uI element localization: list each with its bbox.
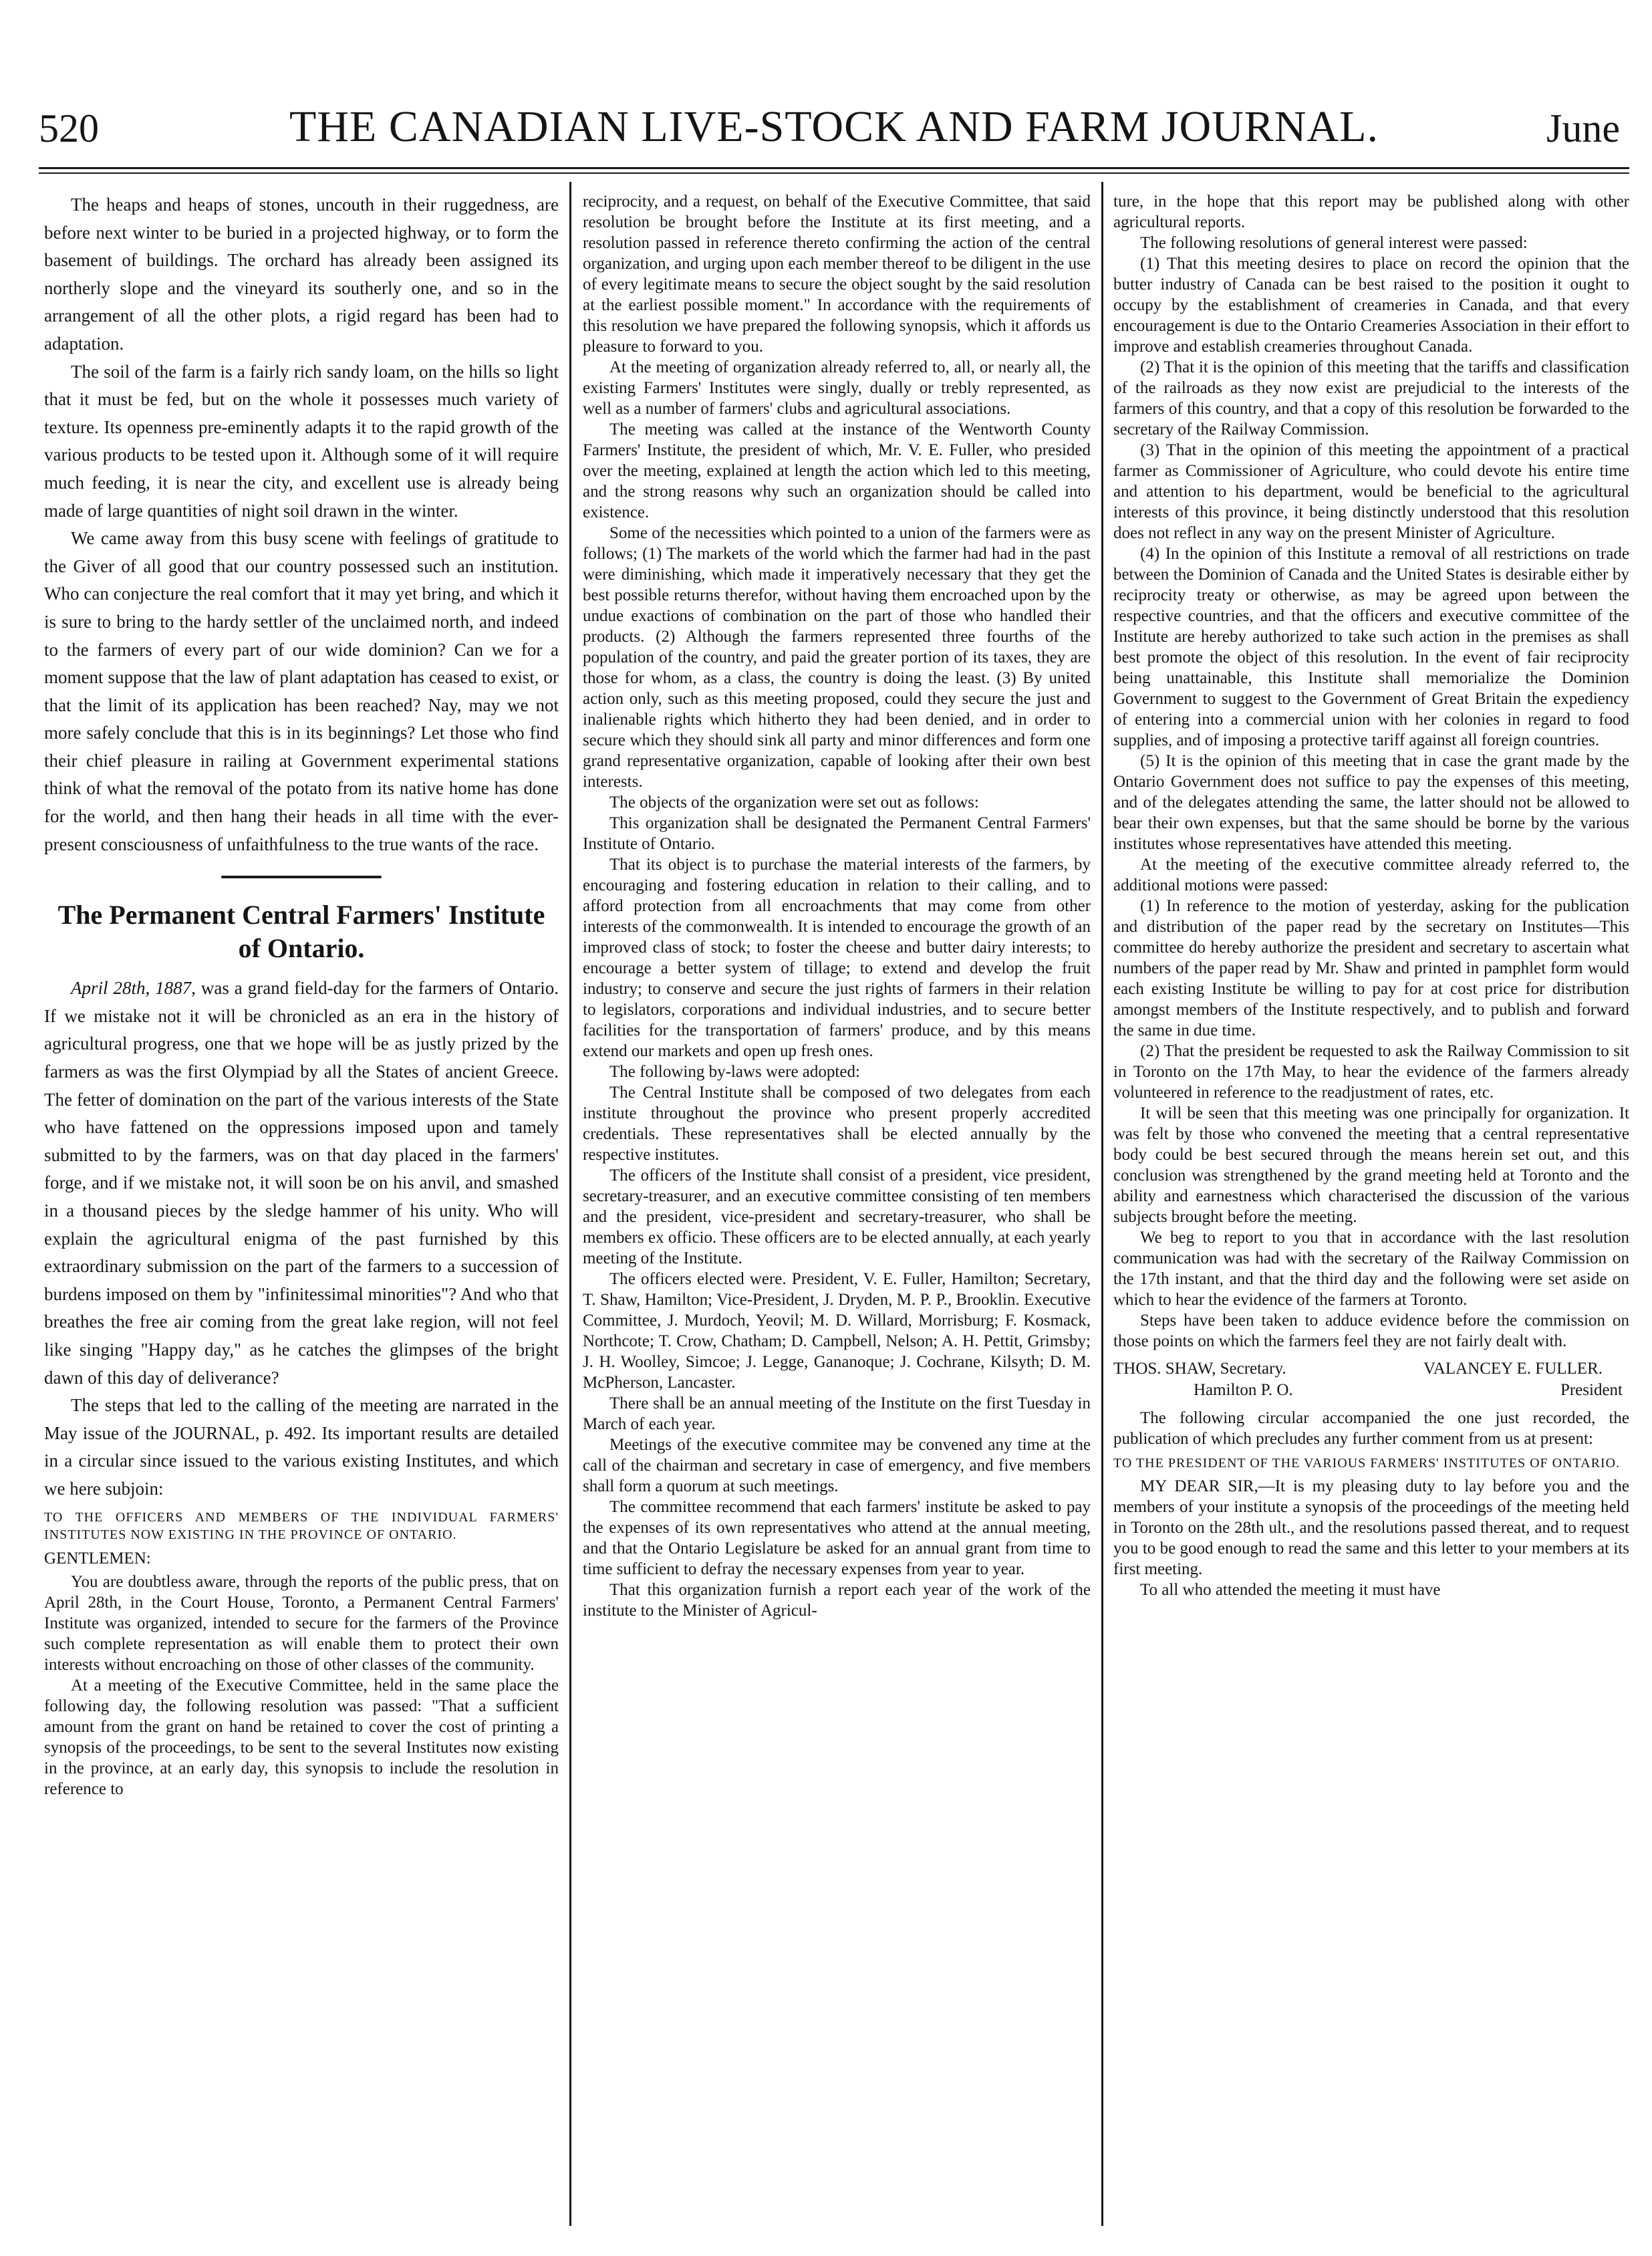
paragraph: The officers of the Institute shall consist of a president, vice president, secretary-treasurer, and an executive committee consisting of ten members and the president, vice-president and secretary-treasurer, who shall be members ex officio. These officers are to be elected annually, at each yearly meeting of the Institute. — [583, 1166, 1091, 1267]
circular-address: TO THE PRESIDENT OF THE VARIOUS FARMERS' INSTITUTES OF ONTARIO. — [1113, 1456, 1621, 1471]
paragraph: That this organization furnish a report each year of the work of the institute to the Minister of Agricul- — [583, 1581, 1091, 1620]
page-number: 520 — [39, 106, 99, 150]
column-divider — [1101, 182, 1103, 2226]
dateline: April 28th, 1887, — [71, 978, 196, 999]
paragraph: The following by-laws were adopted: — [609, 1063, 860, 1081]
issue-month: June — [1546, 106, 1620, 150]
paragraph: reciprocity, and a request, on behalf of the Executive Committee, that said resolution be brought before the Institute at its first meeting, and a resolution passed in reference thereto confirming the action of the central organization, and urging upon each member thereof to be diligent in the use of every legitimate means to secure the object sought by the said resolution at the earliest possible moment." In accordance with the requirements of this resolution we have prepared the following synopsis, which it affords us pleasure to forward to you. — [583, 193, 1091, 356]
paragraph: We beg to report to you that in accordance with the last resolution communication was had with the secretary of the Railway Commission on the 17th instant, and that the third day and the following were set aside on which to hear the evidence of the farmers at Toronto. — [1113, 1229, 1629, 1309]
article-heading: The Permanent Central Farmers' Institute of Ontario. — [57, 900, 545, 964]
paragraph: This organization shall be designated the Permanent Central Farmers' Institute of Ontario. — [583, 814, 1091, 853]
paragraph: The committee recommend that each farmers' institute be asked to pay the expenses of its own representatives who attend at the annual meeting, and that the Ontario Legislature be asked for an annual grant from time to time sufficient to defray the necessary expenses from year to year. — [583, 1498, 1091, 1578]
secretary-address: Hamilton P. O. — [1194, 1381, 1293, 1399]
paragraph: The objects of the organization were set out as follows: — [609, 793, 979, 811]
column-1 — [44, 191, 559, 2230]
paragraph: (1) That this meeting desires to place on record the opinion that the butter industry of Canada can be best raised to the position it ought to occupy by the establishment of creameries in Canada, and that every encouragement is due to the Ontario Creameries Association in their effort to improve and establish creameries throughout Canada. — [1113, 255, 1629, 356]
paragraph: (2) That it is the opinion of this meeting that the tariffs and classification of the railroads as they now exist are prejudicial to the interests of the farmers of this country, and that a copy of this resolution be forwarded to the secretary of the Railway Commission. — [1113, 358, 1629, 438]
paragraph: (5) It is the opinion of this meeting that in case the grant made by the Ontario Government does not suffice to pay the expenses of this meeting, and of the delegates attending the same, the latter should not be allowed to bear their own expenses, but that the same should be borne by the various institutes whose representatives have attended this meeting. — [1113, 752, 1629, 853]
paragraph: That its object is to purchase the material interests of the farmers, by encouraging and fostering education in relation to their calling, and to afford protection from all encroachments that may come from other interests of the commonwealth. It is intended to encourage the growth of an improved class of stock; to foster the cheese and butter dairy interests; to encourage a better system of tillage; to extend and develop the fruit industry; to conserve and secure the just rights of farmers in their relation to legislators, corporations and individual industries, and to secure better facilities for the transportation of farmers' produce, and by this means extend our markets and open up fresh ones. — [583, 856, 1091, 1060]
paragraph: We came away from this busy scene with feelings of gratitude to the Giver of all good that our country possessed such an institution. Who can conjecture the real comfort that it may yet bring, and which it is sure to bring to the hardy settler of the unclaimed north, and indeed to the farmers of every part of our wide dominion? Can we for a moment suppose that the law of plant adaptation has ceased to exist, or that the limit of its application has been reached? Nay, may we not more safely conclude that this is in its beginnings? Let those who find their chief pleasure in railing at Government experimental stations think of what the removal of the potato from its native home has done for the world, and then hang their heads in all time with the ever-present consciousness of unfaithfulness to the true wants of the race. — [44, 528, 559, 854]
president-title: President — [1560, 1381, 1623, 1399]
paragraph: The Central Institute shall be composed of two delegates from each institute throughout the province who present properly accredited credentials. These representatives shall be elected annually by the respective institutes. — [583, 1084, 1091, 1164]
paragraph: Some of the necessities which pointed to a union of the farmers were as follows; (1) The markets of the world which the farmer had had in the past were diminishing, which made it imperatively necessary that they get the best possible returns therefor, without having them encroached upon by the undue exactions of combination on the part of those who handled their products. (2) Although the farmers represented three fourths of the population of the country, and paid the greater portion of its taxes, they are those for whom, as a class, the country is doing the least. (3) By united action only, such as this meeting proposed, could they secure the just and inalienable rights which hitherto they had been denied, and in order to secure which they should sink all party and minor differences and form one grand representative organization, capable of looking after their own best interests. — [583, 524, 1091, 791]
paragraph: You are doubtless aware, through the reports of the public press, that on April 28th, in the Court House, Toronto, a Permanent Central Farmers' Institute was organized, intended to secure for the farmers of the Province such complete representation as will enable them to protect their own interests without encroaching on those of other classes of the community. — [44, 1572, 559, 1674]
header-rule — [39, 167, 1629, 169]
signature-line — [1113, 1358, 1629, 1380]
signature-block — [1113, 1358, 1629, 1401]
paragraph: At a meeting of the Executive Committee, held in the same place the following day, the following resolution was passed: "That a sufficient amount from the grant on hand be retained to cover the cost of printing a synopsis of the proceedings, to be sent to the several Institutes now existing in the province, at an early day, this synopsis to include the resolution in reference to — [44, 1676, 559, 1798]
president-signature: VALANCEY E. FULLER. — [1423, 1360, 1603, 1378]
header-rule-thin — [39, 172, 1629, 174]
paragraph: (1) In reference to the motion of yesterday, asking for the publication and distribution of the paper read by the secretary on Institutes—This committee do hereby authorize the president and secretary to ascertain what numbers of the paper read by Mr. Shaw and printed in pamphlet form would each existing Institute be willing to pay for at cost price for distribution amongst members of the Institute respectively, and to publish and forward the same in due time. — [1113, 897, 1629, 1039]
paragraph: (4) In the opinion of this Institute a removal of all restrictions on trade between the Dominion of Canada and the United States is desirable either by reciprocity treaty or otherwise, as may be agreed upon between the respective countries, and that the officers and executive committee of the Institute are hereby authorized to take such action in the premises as shall best promote the object of this resolution. In the event of fair reciprocity being unattainable, this Institute shall memorialize the Dominion Government to suggest to the Government of Great Britain the expediency of entering into a commercial union with her colonies in regard to food supplies, and of imposing a protective tariff against all foreign countries. — [1113, 545, 1629, 749]
salutation: GENTLEMEN: — [44, 1549, 151, 1568]
paragraph: At the meeting of organization already referred to, all, or nearly all, the existing Farmers' Institutes were singly, dually or trebly represented, as well as a number of farmers' clubs and agricultural associations. — [583, 358, 1091, 418]
paragraph: The soil of the farm is a fairly rich sandy loam, on the hills so light that it must be fed, but on the whole it possesses much variety of texture. Its openness pre-eminently adapts it to the rapid growth of the various products to be tested upon it. Although some of it will require much feeding, it is near the city, and excellent use is already being made of large quantities of night soil drawn in the winter. — [44, 361, 559, 521]
journal-title: THE CANADIAN LIVE-STOCK AND FARM JOURNAL. — [289, 102, 1379, 151]
paragraph: (2) That the president be requested to ask the Railway Commission to sit in Toronto on the 17th May, to hear the evidence of the farmers already volunteered in reference to the readjustment of rates, etc. — [1113, 1042, 1629, 1102]
paragraph: The heaps and heaps of stones, uncouth in their ruggedness, are before next winter to be buried in a projected highway, or to form the basement of buildings. The orchard has already been assigned its northerly slope and the vineyard its southerly one, and so in the arrangement of all the other plots, a rigid regard has been had to adaptation. — [44, 195, 559, 354]
paragraph: The officers elected were. President, V. E. Fuller, Hamilton; Secretary, T. Shaw, Hamilton; Vice-President, J. Dryden, M. P. P., Brooklin. Executive Committee, J. Murdoch, Yeovil; M. D. Willard, Morrisburg; F. Kosmack, Northcote; T. Crow, Chatham; D. Campbell, Nelson; A. H. Pettit, Grimsby; J. H. Woolley, Simcoe; J. Legge, Gananoque; J. Cochrane, Kilsyth; D. M. McPherson, Lancaster. — [583, 1270, 1091, 1392]
paragraph: ture, in the hope that this report may be published along with other agricultural reports. — [1113, 193, 1629, 231]
circular-address: TO THE OFFICERS AND MEMBERS OF THE INDIVIDUAL FARMERS' INSTITUTES NOW EXISTING IN THE PROVINCE OF ONTARIO. — [44, 1509, 559, 1542]
column-3 — [1113, 191, 1629, 2230]
signature-line — [1113, 1380, 1629, 1401]
paragraph: (3) That in the opinion of this meeting the appointment of a practical farmer as Commissioner of Agriculture, who could devote his entire time and attention to his department, would be beneficial to the agricultural interests of this province, it being distinctly understood that this resolution does not reflect in any way on the present Minister of Agriculture. — [1113, 441, 1629, 542]
paragraph: There shall be an annual meeting of the Institute on the first Tuesday in March of each year. — [583, 1394, 1091, 1433]
paragraph: The meeting was called at the instance of the Wentworth County Farmers' Institute, the president of which, Mr. V. E. Fuller, who presided over the meeting, explained at length the action which led to this meeting, and the strong reasons why such an organization should be called into existence. — [583, 420, 1091, 521]
paragraph: The steps that led to the calling of the meeting are narrated in the May issue of the JOURNAL, p. 492. Its important results are detailed in a circular since issued to the various existing Institutes, and which we here subjoin: — [44, 1395, 559, 1499]
column-2 — [583, 191, 1091, 2230]
paragraph: Meetings of the executive commitee may be convened any time at the call of the chairman and secretary in case of emergency, and five members shall form a quorum at such meetings. — [583, 1436, 1091, 1495]
column-divider — [569, 182, 571, 2226]
paragraph: It will be seen that this meeting was one principally for organization. It was felt by those who convened the meeting that a central representative body could be best secured through the means herein set out, and this conclusion was strengthened by the grand meeting held at Toronto and the ability and earnestness which characterised the discussion of the various subjects brought before the meeting. — [1113, 1104, 1629, 1226]
page-header — [39, 100, 1629, 164]
paragraph-text: was a grand field-day for the farmers of Ontario. If we mistake not it will be chronicled as an era in the history of agricultural progress, one that we hope will be as justly prized by the farmers as was the first Olympiad by all the States of ancient Greece. The fetter of domination on the part of the various interests of the State who have fattened on the oppressions imposed upon and tamely submitted to by the farmers, was on that day placed in the farmers' forge, and if we mistake not, it will soon be on his anvil, and smashed in a thousand pieces by the sledge hammer of his unity. Who will explain the agricultural enigma of the past furnished by this extraordinary submission on the part of the farmers to a succession of burdens imposed on them by "infinitessimal minorities"? And who that breathes the free air coming from the great lake region, will not feel like singing "Happy day," as he catches the glimpses of the bright dawn of this day of deliverance? — [44, 978, 559, 1388]
paragraph: To all who attended the meeting it must have — [1140, 1581, 1441, 1599]
paragraph: MY DEAR SIR,—It is my pleasing duty to lay before you and the members of your institute a synopsis of the proceedings of the meeting held in Toronto on the 28th ult., and the resolutions passed thereat, and to request you to be good enough to read the same and this letter to your members at its first meeting. — [1113, 1477, 1629, 1578]
paragraph — [44, 975, 559, 1392]
paragraph: Steps have been taken to adduce evidence before the commission on those points on which the farmers feel they are not fairly dealt with. — [1113, 1311, 1629, 1350]
paragraph: The following circular accompanied the one just recorded, the publication of which precludes any further comment from us at present: — [1113, 1409, 1629, 1448]
paragraph: At the meeting of the executive committee already referred to, the additional motions were passed: — [1113, 856, 1629, 894]
secretary-signature: THOS. SHAW, Secretary. — [1113, 1360, 1286, 1378]
section-divider — [221, 876, 382, 878]
paragraph: The following resolutions of general interest were passed: — [1140, 234, 1528, 252]
